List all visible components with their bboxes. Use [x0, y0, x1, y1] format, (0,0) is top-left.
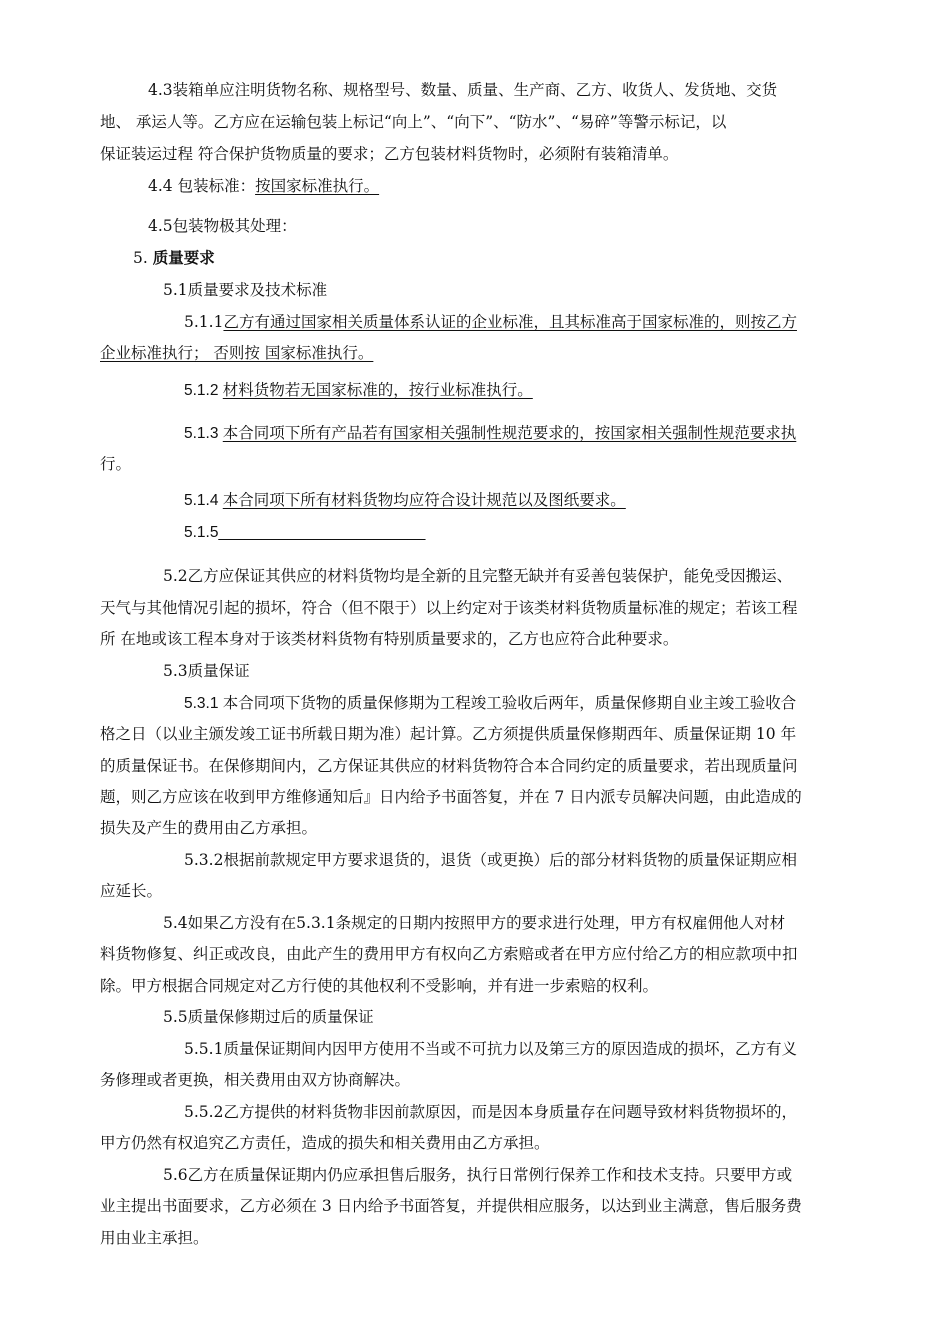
clause-5-6-line-1: 5.6乙方在质量保证期内仍应承担售后服务，执行日常例行保养工作和技术支持。只要甲方或	[163, 1166, 793, 1184]
clause-5-3: 5.3质量保证	[163, 662, 250, 680]
clause-5-1-3-line-2: 行。	[100, 455, 132, 473]
clause-4-4-label: 4.4 包装标准：	[148, 177, 256, 195]
clause-5-2-line-2: 天气与其他情况引起的损坏，符合（但不限于）以上约定对于该类材料货物质量标准的规定；若该工程	[100, 599, 798, 617]
clause-5-3-1-line-5: 损失及产生的费用由乙方承担。	[100, 819, 318, 837]
clause-5-5-1-line-2: 务修理或者更换，相关费用由双方协商解决。	[100, 1071, 411, 1089]
clause-5-1-2	[184, 380, 533, 401]
clause-5-6-line-3: 用由业主承担。	[100, 1229, 209, 1247]
clause-5-4-line-2: 料货物修复、纠正或改良，由此产生的费用甲方有权向乙方索赔或者在甲方应付给乙方的相应款项中扣	[100, 945, 798, 963]
clause-5-1-1-line-2: 企业标准执行； 否则按 国家标准执行。	[100, 344, 374, 362]
clause-5-3-1-number: 5.3.1	[184, 695, 223, 712]
clause-5-1-1-number: 5.1.1	[184, 313, 224, 331]
clause-4-4	[148, 176, 379, 196]
clause-5-2-line-3: 所 在地或该工程本身对于该类材料货物有特别质量要求的，乙方也应符合此种要求。	[100, 630, 679, 648]
clause-5-6-line-2: 业主提出书面要求，乙方必须在 3 日内给予书面答复，并提供相应服务，以达到业主满意，售后服务费	[100, 1197, 802, 1215]
clause-5-3-1-line-4: 题，则乙方应该在收到甲方维修通知后』日内给予书面答复，并在 7 日内派专员解决问题，由此造成的	[100, 788, 802, 806]
clause-5-4-line-3: 除。甲方根据合同规定对乙方行使的其他权利不受影响，并有进一步索赔的权利。	[100, 977, 659, 995]
section-5-heading	[133, 248, 215, 269]
clause-5-1: 5.1质量要求及技术标准	[163, 281, 328, 299]
clause-4-3-line-1: 4.3装箱单应注明货物名称、规格型号、数量、质量、生产商、乙方、收货人、发货地、交货	[148, 81, 778, 99]
section-5-number: 5.	[133, 249, 153, 267]
clause-5-3-1-text: 本合同项下货物的质量保修期为工程竣工验收后两年，质量保修期自业主竣工验收合	[222, 694, 797, 712]
clause-5-5-1-line-1: 5.5.1质量保证期间内因甲方使用不当或不可抗力以及第三方的原因造成的损坏，乙方有义	[184, 1040, 797, 1058]
section-5-title: 质量要求	[152, 250, 215, 267]
clause-5-5: 5.5质量保修期过后的质量保证	[163, 1008, 374, 1026]
clause-5-1-4	[184, 490, 626, 511]
clause-5-1-1-text: 乙方有通过国家相关质量体系认证的企业标准，且其标准高于国家标准的，则按乙方	[223, 313, 797, 331]
clause-5-3-2-line-2: 应延长。	[100, 882, 163, 900]
clause-5-1-1-line-1	[184, 312, 797, 332]
clause-5-1-4-text: 本合同项下所有材料货物均应符合设计规范以及图纸要求。	[222, 491, 626, 509]
clause-5-3-2-line-1: 5.3.2根据前款规定甲方要求退货的，退货（或更换）后的部分材料货物的质量保证期应相	[184, 851, 797, 869]
clause-5-1-2-number: 5.1.2	[184, 382, 223, 399]
clause-5-1-5-blank: ________________________	[218, 524, 426, 541]
clause-5-1-5-number: 5.1.5	[184, 524, 219, 541]
clause-5-1-4-number: 5.1.4	[184, 492, 223, 509]
clause-5-5-2-line-2: 甲方仍然有权追究乙方责任，造成的损失和相关费用由乙方承担。	[100, 1134, 550, 1152]
clause-4-3-line-3: 保证装运过程 符合保护货物质量的要求；乙方包装材料货物时，必须附有装箱清单。	[100, 145, 679, 163]
clause-5-3-1-line-2: 格之日（以业主颁发竣工证书所载日期为准）起计算。乙方须提供质量保修期西年、质量保证期 10 年	[100, 725, 797, 743]
clause-4-5: 4.5包装物极其处理：	[148, 217, 297, 235]
clause-5-1-3-number: 5.1.3	[184, 425, 223, 442]
clause-4-4-value: 按国家标准执行。	[255, 177, 380, 195]
clause-5-3-1-line-3: 的质量保证书。在保修期间内，乙方保证其供应的材料货物符合本合同约定的质量要求，若出现质量问	[100, 757, 798, 775]
clause-5-3-1-line-1	[184, 693, 796, 714]
clause-5-4-line-1: 5.4如果乙方没有在5.3.1条规定的日期内按照甲方的要求进行处理，甲方有权雇佣他人对材	[163, 914, 786, 932]
clause-5-1-3-text: 本合同项下所有产品若有国家相关强制性规范要求的，按国家相关强制性规范要求执	[222, 424, 797, 442]
clause-5-5-2-line-1: 5.5.2乙方提供的材料货物非因前款原因，而是因本身质量存在问题导致材料货物损坏的，	[184, 1103, 797, 1121]
clause-5-1-5	[184, 523, 425, 543]
clause-4-3-line-2: 地、 承运人等。乙方应在运输包装上标记“向上”、“向下”、“防水”、“易碎”等警示标记，以	[100, 113, 727, 131]
clause-5-1-3-line-1	[184, 423, 796, 444]
clause-5-1-2-text: 材料货物若无国家标准的，按行业标准执行。	[222, 381, 533, 399]
clause-5-2-line-1: 5.2乙方应保证其供应的材料货物均是全新的且完整无缺并有妥善包装保护，能免受因搬运、	[163, 567, 793, 585]
